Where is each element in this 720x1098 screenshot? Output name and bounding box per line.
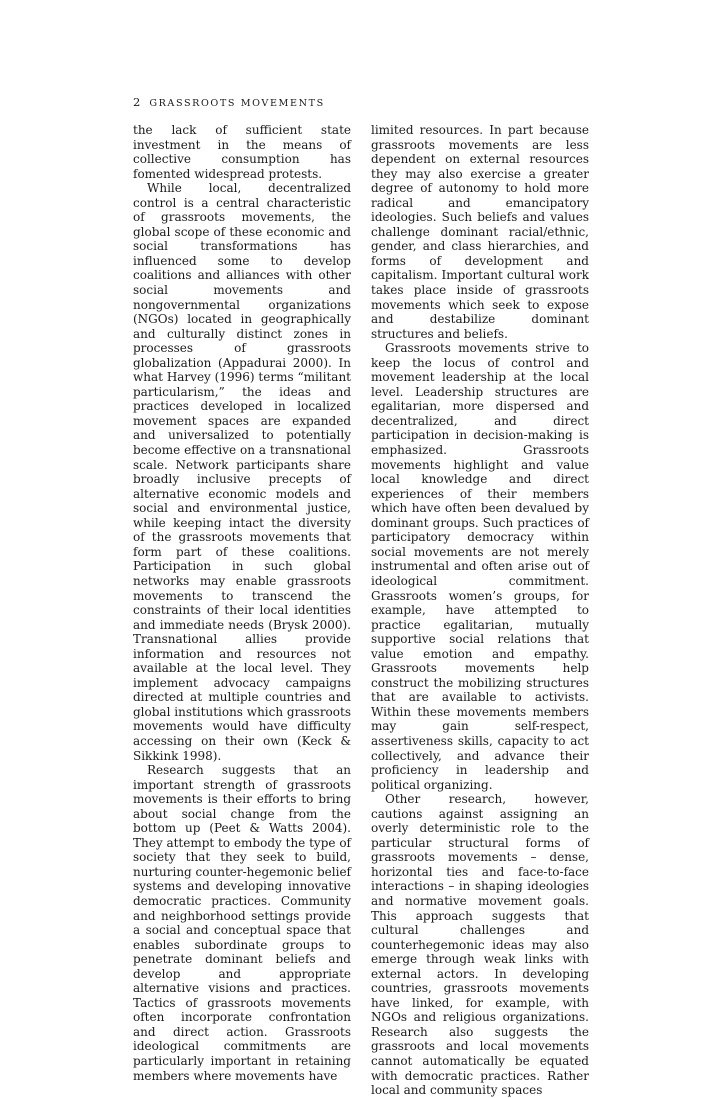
left-column [133,123,351,1083]
running-title: GRASSROOTS MOVEMENTS [149,98,325,109]
right-column [371,123,589,1098]
paragraph: While local, decentralized control is a central characteristic of grassroots movements, the global scope of these economic and social transformations has influenced some to develop coalitions and alliances with other social movements and nongovernmental organizations (NGOs) located in geographically and culturally distinct zones in processes of grassroots globalization (Appadurai 2000). In what Harvey (1996) terms “militant particularism,” the ideas and practices developed in localized movement spaces are expanded and universalized to potentially become effective on a transnational scale. Network participants share broadly inclusive precepts of alternative economic models and social and environmental justice, while keeping intact the diversity of the grassroots movements that form part of these coalitions. Participation in such global networks may enable grassroots movements to transcend the constraints of their local identities and immediate needs (Brysk 2000). Transnational allies provide information and resources not available at the local level. They implement advocacy campaigns directed at multiple countries and global institutions which grassroots movements would have difficulty accessing on their own (Keck & Sikkink 1998). [133,181,351,763]
paragraph: Grassroots movements strive to keep the locus of control and movement leadership at the local level. Leadership structures are egalitarian, more dispersed and decentralized, and direct participation in decision-making is emphasized. Grassroots movements highlight and value local knowledge and direct experiences of their members which have often been devalued by dominant groups. Such practices of participatory democracy within social movements are not merely instrumental and often arise out of ideological commitment. Grassroots women’s groups, for example, have attempted to practice egalitarian, mutually supportive social relations that value emotion and empathy. Grassroots movements help construct the mobilizing structures that are available to activists. Within these movements members may gain self-respect, assertiveness skills, capacity to act collectively, and advance their proficiency in leadership and political organizing. [371,341,589,792]
paragraph: Research suggests that an important strength of grassroots movements is their efforts to bring about social change from the bottom up (Peet & Watts 2004). They attempt to embody the type of society that they seek to build, nurturing counter-hegemonic belief systems and developing innovative democratic practices. Community and neighborhood settings provide a social and conceptual space that enables subordinate groups to penetrate dominant beliefs and develop and appropriate alternative visions and practices. Tactics of grassroots movements often incorporate confrontation and direct action. Grassroots ideological commitments are particularly important in retaining members where movements have [133,763,351,1083]
paragraph: Other research, however, cautions against assigning an overly deterministic role to the particular structural forms of grassroots movements – dense, horizontal ties and face-to-face interactions – in shaping ideologies and normative movement goals. This approach suggests that cultural challenges and counterhegemonic ideas may also emerge through weak links with external actors. In developing countries, grassroots movements have linked, for example, with NGOs and religious organizations. Research also suggests the grassroots and local movements cannot automatically be equated with democratic practices. Rather local and community spaces [371,792,589,1098]
paragraph: limited resources. In part because grassroots movements are less dependent on external resources they may also exercise a greater degree of autonomy to hold more radical and emancipatory ideologies. Such beliefs and values challenge dominant racial/ethnic, gender, and class hierarchies, and forms of development and capitalism. Important cultural work takes place inside of grassroots movements which seek to expose and destabilize dominant structures and beliefs. [371,123,589,341]
page-number: 2 [133,95,141,109]
running-head [133,95,325,111]
paragraph: the lack of sufficient state investment in the means of collective consumption has fomented widespread protests. [133,123,351,181]
